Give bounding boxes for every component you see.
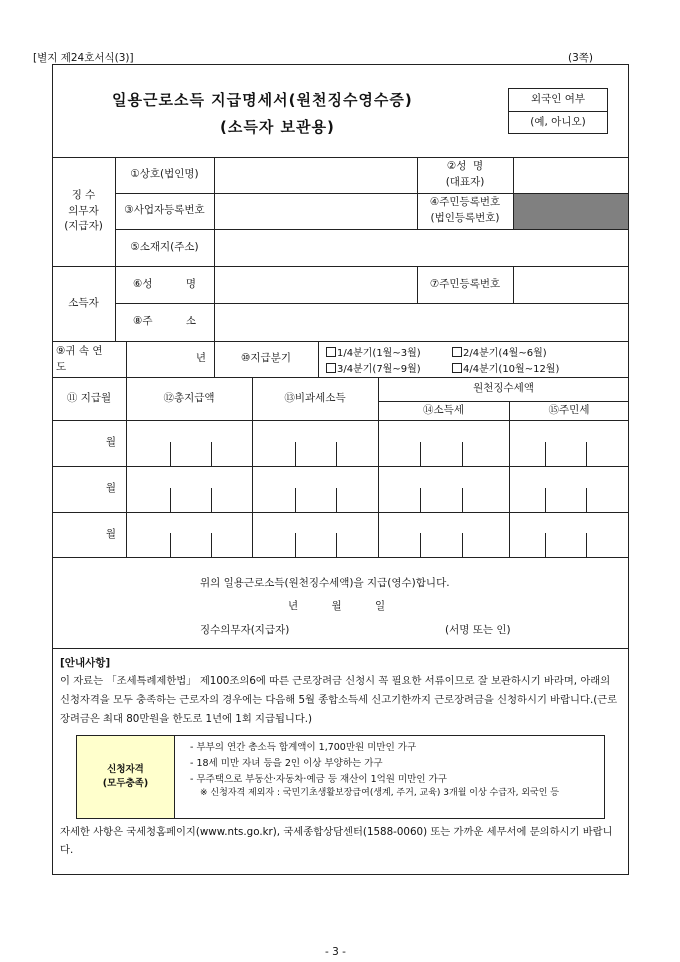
digit-separator (211, 488, 212, 512)
quarter-q4[interactable]: 4/4분기(10월~12월) (452, 360, 559, 375)
contact-text: 자세한 사항은 국세청홈페이지(www.nts.go.kr), 국세종합상담센터(1588-0060) 또는 가까운 세무서에 문의하시기 바랍니다. (60, 826, 613, 856)
sign-statement: 위의 일용근로소득(원천징수세액)을 지급(영수)합니다. (200, 577, 450, 589)
guide-paragraph: 이 자료는 「조세특례제한법」 제100조의6에 따른 근로장려금 신청시 꼭 필요한 서류이므로 잘 보관하시기 바라며, 아래의 신청자격을 모두 충족하는 근로자의 경우에는 다음해 5월 종합소득세 신고기한까지 근로장려금을 신청하시기 바랍니다.(근로장려금은 최대 80만원을 한도로 1년에 1회 지급됩니다.) (60, 675, 618, 725)
company-label: ①상호(법인명) (130, 168, 199, 181)
digit-separator (420, 488, 421, 512)
digit-separator (586, 533, 587, 557)
eligibility-item: - 무주택으로 부동산·자동차·예금 등 재산이 1억원 미만인 가구 (190, 774, 447, 785)
digit-separator (545, 488, 546, 512)
table-row-month: 월 (105, 527, 116, 540)
earner-address-label: ⑧주 소 (132, 315, 197, 328)
foreign-options[interactable]: (예, 아니오) (530, 115, 586, 128)
digit-separator (420, 533, 421, 557)
earner-section-label: 소득자 (68, 296, 99, 309)
digit-separator (295, 533, 296, 557)
quarter-q2[interactable]: 2/4분기(4월~6월) (452, 344, 547, 359)
month-header: ⑪ 지급월 (66, 391, 112, 404)
checkbox-icon[interactable] (326, 363, 336, 373)
digit-separator (586, 488, 587, 512)
digit-separator (211, 533, 212, 557)
checkbox-icon[interactable] (326, 347, 336, 357)
digit-separator (295, 488, 296, 512)
digit-separator (336, 442, 337, 466)
withholding-header: 원천징수세액 (473, 382, 534, 395)
form-number: [별지 제24호서식(3)] (33, 52, 134, 64)
eligibility-item: - 18세 미만 자녀 등을 2인 이상 부양하는 가구 (190, 758, 383, 769)
exclusion-note: ※ 신청자격 제외자 : 국민기초생활보장급여(생계, 주거, 교육) 3개월 이상 수급자, 외국인 등 (200, 788, 559, 798)
digit-separator (545, 442, 546, 466)
earner-reg-no-label: ⑦주민등록번호 (429, 277, 501, 290)
income-tax-header: ⑭소득세 (423, 403, 464, 416)
form-title: 일용근로소득 지급명세서(원천징수영수증) (112, 91, 413, 109)
reg-no-label: ④주민등록번호 (법인등록번호) (429, 196, 501, 224)
year-label: ⑨귀 속 연 도 (56, 345, 103, 373)
guide-title: [안내사항] (60, 657, 111, 669)
digit-separator (545, 533, 546, 557)
digit-separator (586, 442, 587, 466)
rep-name-label: ②성 명 (대표자) (445, 160, 485, 188)
digit-separator (462, 533, 463, 557)
form-subtitle: (소득자 보관용) (220, 118, 335, 136)
eligibility-item: - 부부의 연간 총소득 합계액이 1,700만원 미만인 가구 (190, 742, 417, 753)
sign-payer: 징수의무자(지급자) (200, 624, 290, 636)
quarter-q1[interactable]: 1/4분기(1월~3월) (326, 344, 421, 359)
year-unit: 년 (195, 352, 206, 365)
page-number: - 3 - (325, 946, 346, 958)
checkbox-icon[interactable] (452, 347, 462, 357)
local-tax-header: ⑮주민세 (548, 403, 590, 416)
quarter-label: ⑩지급분기 (241, 352, 291, 365)
table-row-month: 월 (105, 482, 116, 495)
earner-name-label: ⑥성 명 (132, 277, 197, 290)
digit-separator (336, 488, 337, 512)
biz-no-label: ③사업자등록번호 (124, 204, 205, 217)
digit-separator (336, 533, 337, 557)
foreign-label: 외국인 여부 (530, 92, 586, 105)
sign-date[interactable]: 년 월 일 (288, 600, 386, 612)
checkbox-icon[interactable] (452, 363, 462, 373)
eligibility-label: 신청자격 (모두충족) (77, 736, 175, 818)
sign-seal[interactable]: (서명 또는 인) (445, 624, 511, 636)
digit-separator (462, 442, 463, 466)
digit-separator (211, 442, 212, 466)
digit-separator (170, 442, 171, 466)
table-row-month: 월 (105, 436, 116, 449)
page-side: (3쪽) (568, 52, 594, 64)
total-header: ⑫총지급액 (163, 391, 215, 404)
nontax-header: ⑬비과세소득 (284, 391, 346, 404)
digit-separator (420, 442, 421, 466)
payer-section-label: 징 수 의무자 (지급자) (64, 188, 103, 233)
quarter-q3[interactable]: 3/4분기(7월~9월) (326, 360, 421, 375)
digit-separator (462, 488, 463, 512)
digit-separator (170, 533, 171, 557)
digit-separator (170, 488, 171, 512)
shaded-cell (514, 194, 628, 229)
address-label: ⑤소재지(주소) (130, 240, 199, 253)
digit-separator (295, 442, 296, 466)
